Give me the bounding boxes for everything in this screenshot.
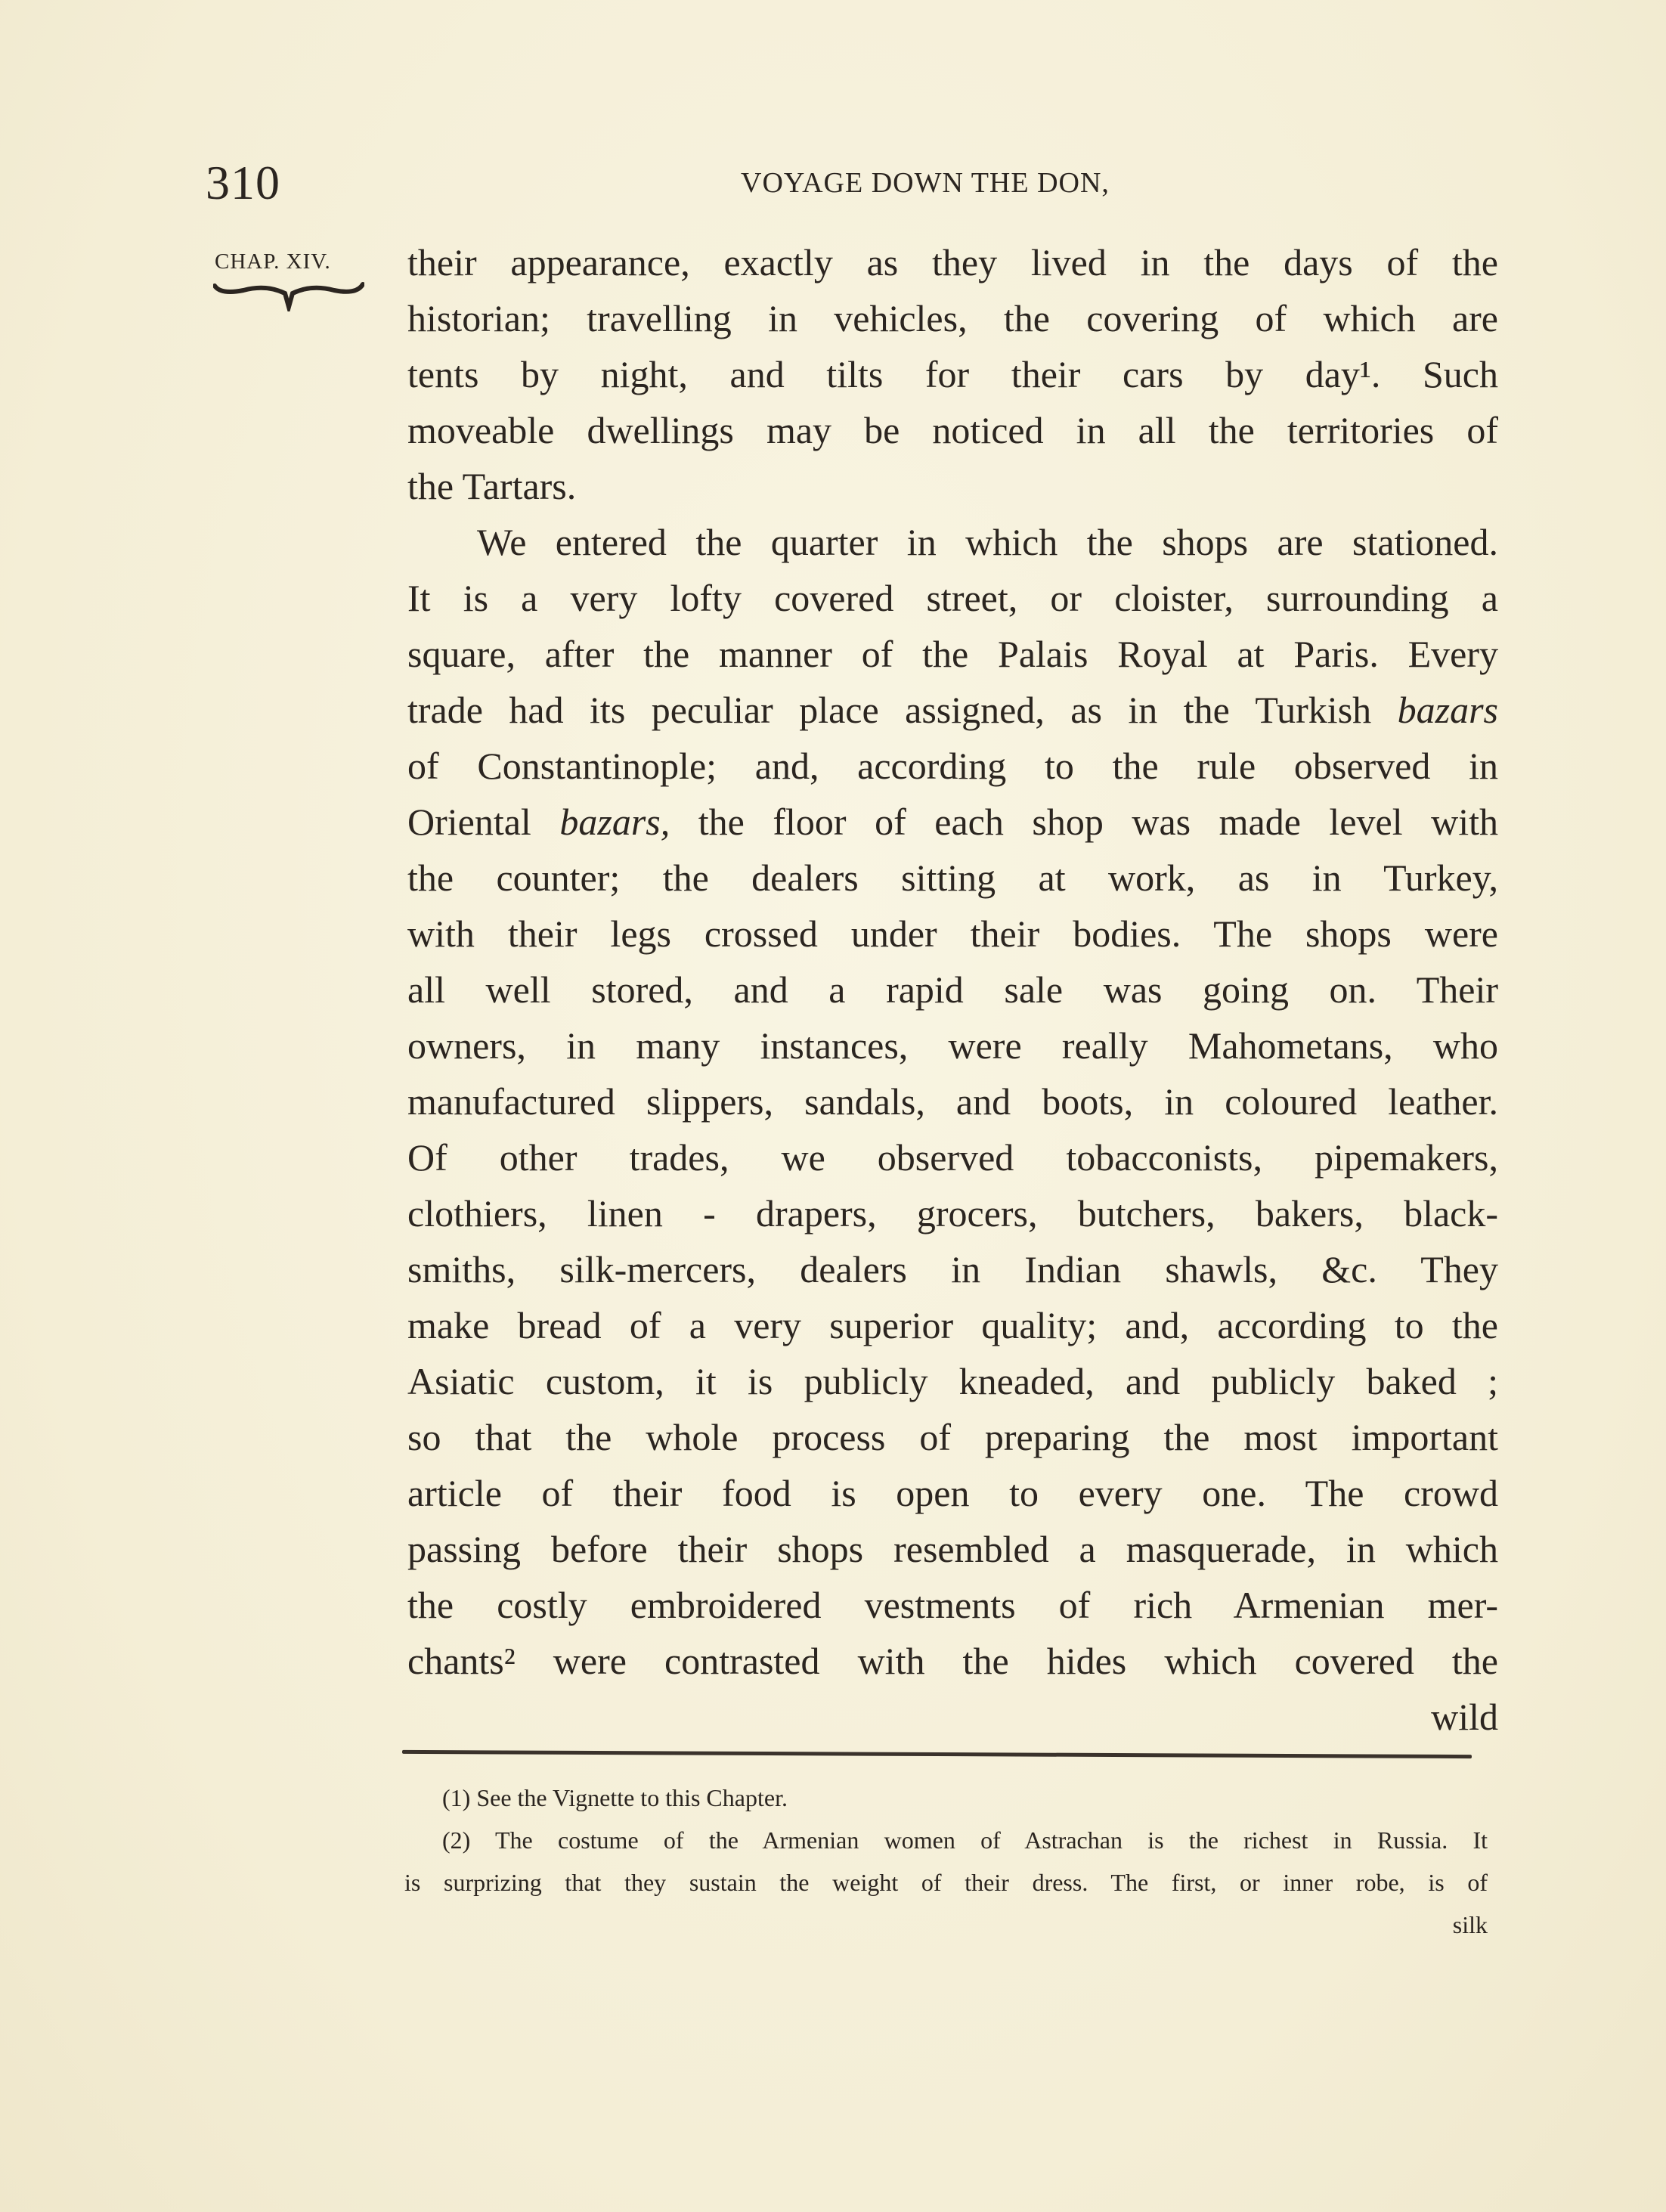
text-line: the counter; the dealers sitting at work, as in Turkey, [407, 857, 1498, 899]
catchword: wild [1431, 1696, 1498, 1738]
text-line: moveable dwellings may be noticed in all the territories of [407, 409, 1498, 451]
text-line: tents by night, and tilts for their cars by day¹. Such [407, 353, 1498, 395]
text-line: We entered the quarter in which the shops are stationed. [477, 521, 1498, 563]
text-line: their appearance, exactly as they lived in the days of the [407, 241, 1498, 283]
text-line: square, after the manner of the Palais Royal at Paris. Every [407, 633, 1498, 675]
footnote-2-line: is surprizing that they sustain the weight of their dress. The first, or inner robe, is of [404, 1869, 1488, 1896]
running-head: VOYAGE DOWN THE DON, [741, 167, 1110, 199]
text-line: It is a very lofty covered street, or cloister, surrounding a [407, 577, 1498, 619]
footnote-catchword: silk [1452, 1911, 1488, 1938]
footnote-1: (1) See the Vignette to this Chapter. [442, 1784, 788, 1811]
text-line: historian; travelling in vehicles, the covering of which are [407, 297, 1498, 339]
text-segment: trade had its peculiar place assigned, as in the Turkish [407, 689, 1372, 731]
text-line: the costly embroidered vestments of rich Armenian mer- [407, 1584, 1498, 1626]
text-line: so that the whole process of preparing the most important [407, 1416, 1498, 1458]
text-line: the Tartars. [407, 465, 577, 507]
text-line: of Constantinople; and, according to the rule observed in [407, 745, 1498, 787]
chapter-marginal-note: CHAP. XIV. [215, 249, 331, 274]
text-line: manufactured slippers, sandals, and boots, in coloured leather. [407, 1080, 1498, 1123]
text-line: make bread of a very superior quality; and, according to the [407, 1304, 1498, 1346]
text-line: chants² were contrasted with the hides which covered the [407, 1640, 1498, 1682]
text-line: owners, in many instances, were really Mahometans, who [407, 1024, 1498, 1067]
text-line [407, 682, 1498, 738]
text-line: Asiatic custom, it is publicly kneaded, and publicly baked ; [407, 1360, 1498, 1402]
footnote-2-line: (2) The costume of the Armenian women of Astrachan is the richest in Russia. It [442, 1826, 1488, 1854]
text-line: article of their food is open to every one. The crowd [407, 1472, 1498, 1514]
text-line: Of other trades, we observed tobacconists, pipemakers, [407, 1136, 1498, 1179]
footnotes [404, 1777, 1488, 1946]
text-segment: the floor of each shop was made level with [698, 801, 1498, 843]
footnote-rule [402, 1750, 1472, 1758]
text-segment: Oriental [407, 801, 531, 843]
body-text [407, 234, 1498, 1745]
text-line: with their legs crossed under their bodies. The shops were [407, 912, 1498, 955]
text-line: passing before their shops resembled a masquerade, in which [407, 1528, 1498, 1570]
brace-ornament-icon [213, 281, 364, 311]
text-line [407, 794, 1498, 850]
text-line: smiths, silk-mercers, dealers in Indian shawls, &c. They [407, 1248, 1498, 1290]
page-number: 310 [206, 156, 280, 209]
text-line: clothiers, linen - drapers, grocers, butchers, bakers, black- [407, 1192, 1498, 1235]
italic-word: bazars [1397, 689, 1498, 731]
italic-word: bazars, [559, 801, 670, 843]
text-line: all well stored, and a rapid sale was going on. Their [407, 968, 1498, 1011]
